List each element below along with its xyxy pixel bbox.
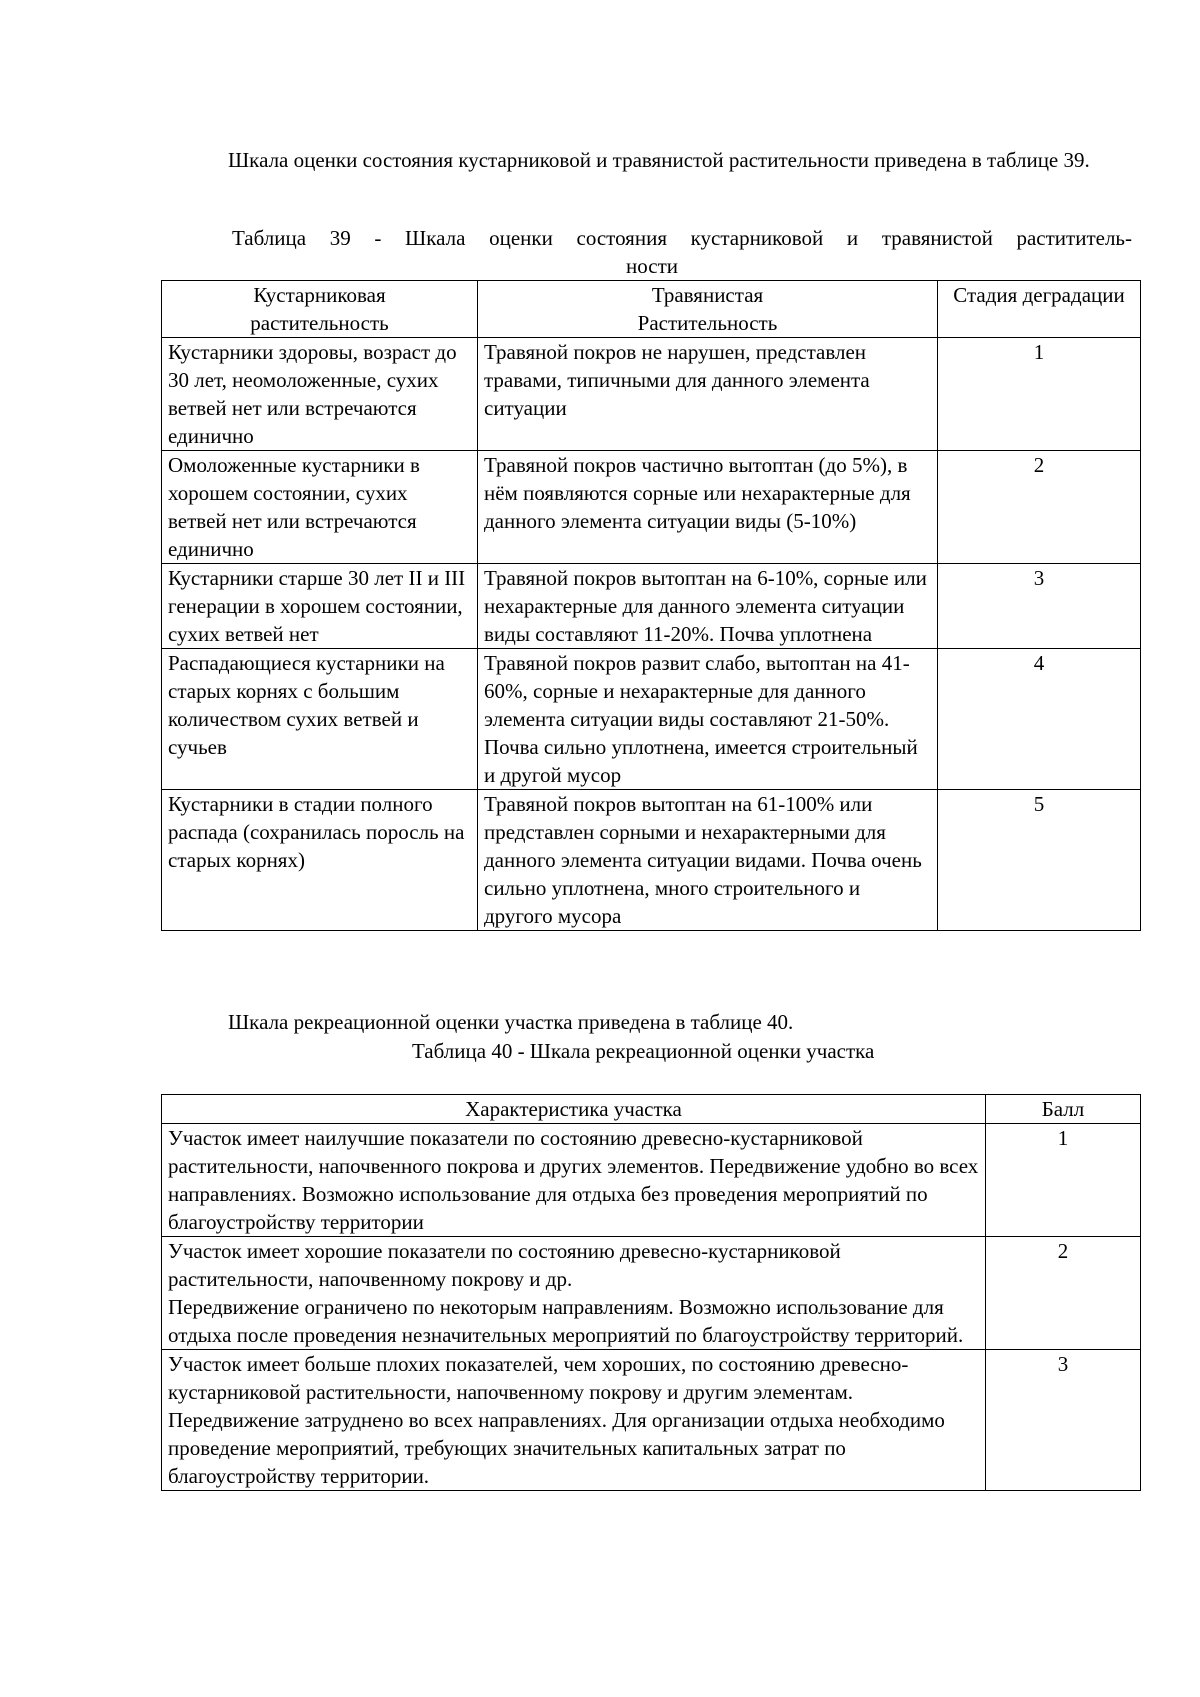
table-row xyxy=(162,649,1141,790)
table-39-caption-continued: ности xyxy=(626,254,678,278)
cell-shrub: Омоложенные кустарники в хорошем состоянии, сухих ветвей нет или встречаются единично xyxy=(162,451,478,564)
table-40 xyxy=(161,1094,1141,1491)
table-39-caption: Таблица 39 - Шкала оценки состояния кустарниковой и травянистой растититель- xyxy=(232,226,1132,250)
header-stage: Стадия деградации xyxy=(938,281,1141,338)
table-39 xyxy=(161,280,1141,931)
cell-score: 3 xyxy=(986,1350,1141,1491)
cell-grass: Травяной покров вытоптан на 61-100% или представлен сорными и нехарактерными для данного элемента ситуации видами. Почва очень сильно уплотнена, много строительного и другого мусора xyxy=(478,790,938,931)
cell-grass: Травяной покров вытоптан на 6-10%, сорные или нехарактерные для данного элемента ситуации виды составляют 11-20%. Почва уплотнена xyxy=(478,564,938,649)
cell-characteristic: Участок имеет наилучшие показатели по состоянию древесно-кустарниковой растительности, напочвенного покрова и других элементов. Передвижение удобно во всех направлениях. Возможно использование для отдыха без проведения мероприятий по благоустройству территории xyxy=(162,1124,986,1237)
cell-shrub: Кустарники в стадии полного распада (сохранилась поросль на старых корнях) xyxy=(162,790,478,931)
header-grass: Травянистая Растительность xyxy=(478,281,938,338)
cell-score: 2 xyxy=(986,1237,1141,1350)
intro-paragraph-2: Шкала рекреационной оценки участка приведена в таблице 40. xyxy=(228,1010,794,1034)
cell-stage: 3 xyxy=(938,564,1141,649)
table-row xyxy=(162,1237,1141,1350)
table-row xyxy=(162,790,1141,931)
cell-grass: Травяной покров развит слабо, вытоптан на 41-60%, сорные и нехарактерные для данного элемента ситуации виды составляют 21-50%. Почва сильно уплотнена, имеется строительный и другой мусор xyxy=(478,649,938,790)
header-shrub: Кустарниковая растительность xyxy=(162,281,478,338)
cell-shrub: Кустарники здоровы, возраст до 30 лет, неомоложенные, сухих ветвей нет или встречаются единично xyxy=(162,338,478,451)
header-score: Балл xyxy=(986,1095,1141,1124)
table-40-caption: Таблица 40 - Шкала рекреационной оценки участка xyxy=(412,1039,875,1063)
cell-grass: Травяной покров не нарушен, представлен травами, типичными для данного элемента ситуации xyxy=(478,338,938,451)
cell-characteristic: Участок имеет больше плохих показателей, чем хороших, по состоянию древесно-кустарниковой растительности, напочвенному покрову и другим элементам. Передвижение затруднено во всех направлениях. Для организации отдыха необходимо проведение мероприятий, требующих значительных капитальных затрат по благоустройству территории. xyxy=(162,1350,986,1491)
intro-paragraph-1: Шкала оценки состояния кустарниковой и травянистой растительности приведена в таблице 39. xyxy=(228,148,1090,172)
cell-grass: Травяной покров частично вытоптан (до 5%), в нём появляются сорные или нехарактерные для данного элемента ситуации виды (5-10%) xyxy=(478,451,938,564)
cell-characteristic: Участок имеет хорошие показатели по состоянию древесно-кустарниковой растительности, напочвенному покрову и др. Передвижение ограничено по некоторым направлениям. Возможно использование для отдыха после проведения незначительных мероприятий по благоустройству территорий. xyxy=(162,1237,986,1350)
cell-stage: 2 xyxy=(938,451,1141,564)
cell-shrub: Кустарники старше 30 лет II и III генерации в хорошем состоянии, сухих ветвей нет xyxy=(162,564,478,649)
table-row xyxy=(162,1124,1141,1237)
cell-shrub: Распадающиеся кустарники на старых корнях с большим количеством сухих ветвей и сучьев xyxy=(162,649,478,790)
cell-stage: 4 xyxy=(938,649,1141,790)
cell-score: 1 xyxy=(986,1124,1141,1237)
cell-stage: 1 xyxy=(938,338,1141,451)
header-characteristic: Характеристика участка xyxy=(162,1095,986,1124)
table-header-row xyxy=(162,281,1141,338)
table-row xyxy=(162,451,1141,564)
table-row xyxy=(162,1350,1141,1491)
table-header-row xyxy=(162,1095,1141,1124)
cell-stage: 5 xyxy=(938,790,1141,931)
table-row xyxy=(162,338,1141,451)
table-row xyxy=(162,564,1141,649)
